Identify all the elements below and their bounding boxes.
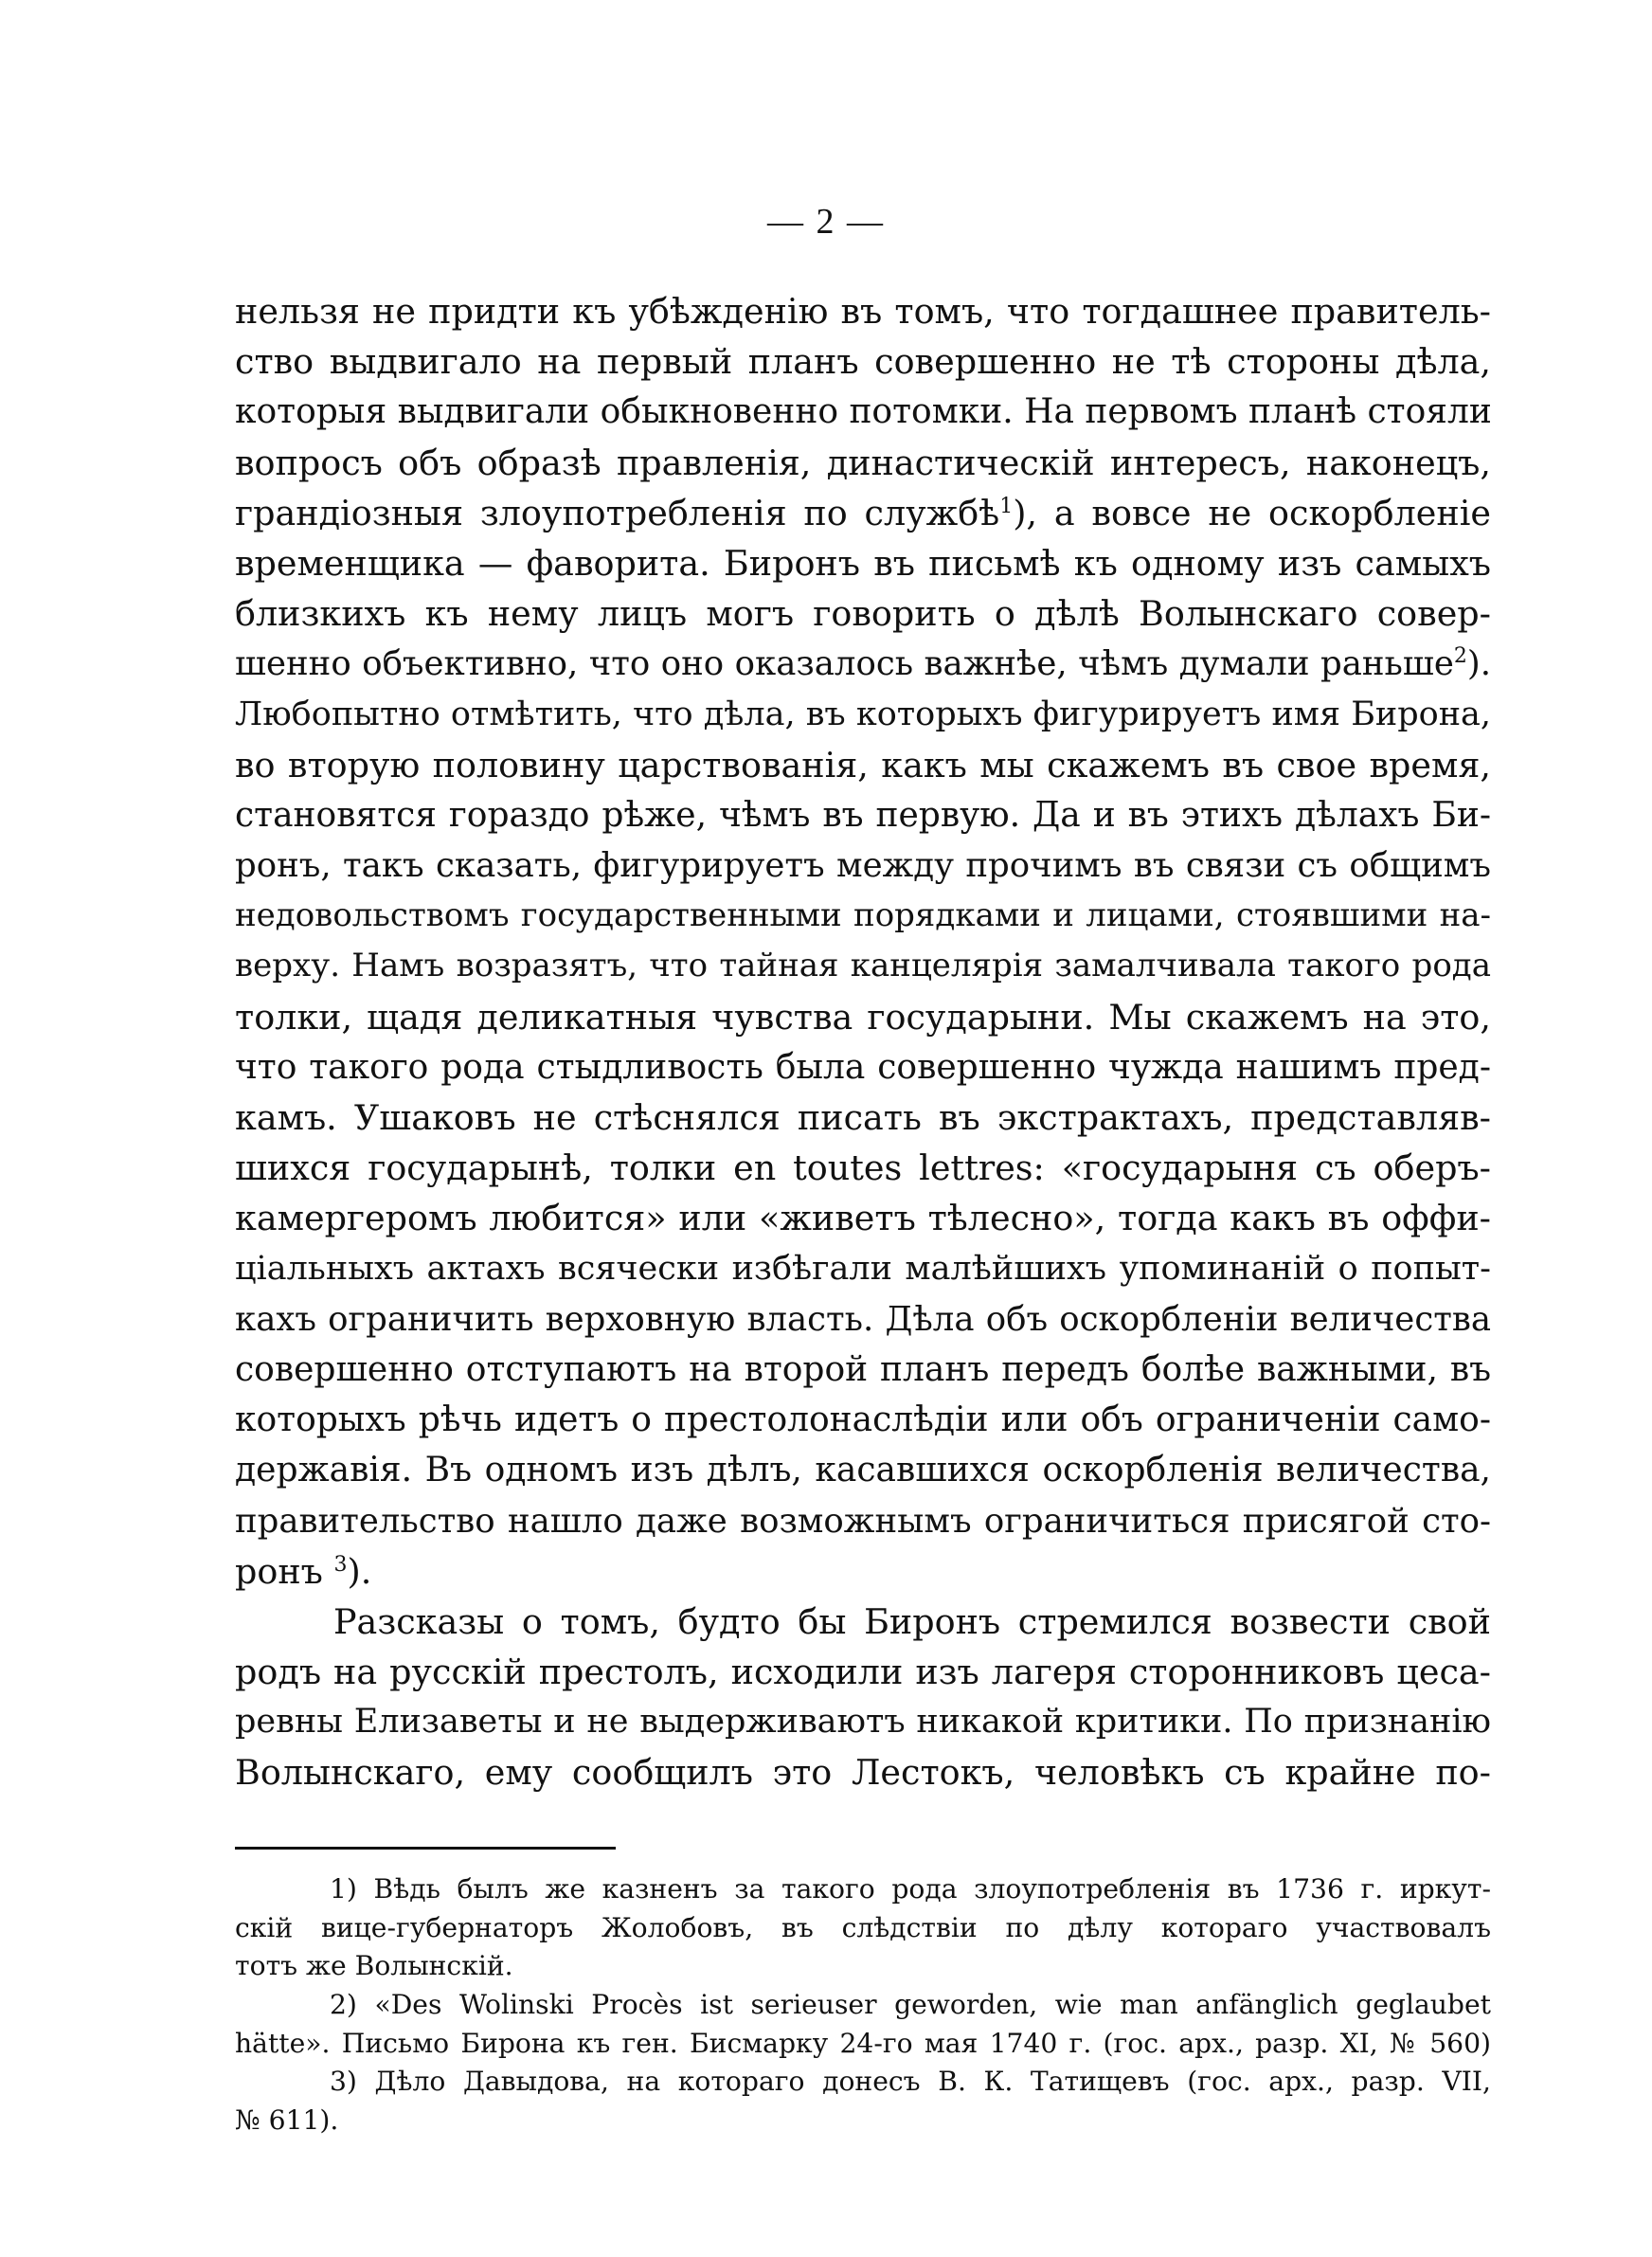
text-line: нельзя не придти къ убѣжденію въ томъ, что тогдашнее правитель- [235,291,1491,332]
text-line: ство выдвигало на первый планъ совершенно не тѣ стороны дѣла, [235,341,1491,383]
text-line: ціальныхъ актахъ всячески избѣгали малѣйшихъ упоминаній о попыт- [235,1249,1491,1288]
text-line: что такого рода стыдливость была совершенно чужда нашимъ пред- [235,1047,1491,1087]
text-line [235,639,1491,689]
text-line: верху. Намъ возразятъ, что тайная канцелярія замалчивала такого рода [235,947,1491,985]
footnote-line: скій вице-губернаторъ Жолобовъ, въ слѣдствіи по дѣлу котораго участвовалъ [235,1911,1491,1943]
footnote-line: № 611). [235,2104,339,2137]
text-span: шенно объективно, что оно оказалось важнѣе, чѣмъ думали раньше [235,644,1454,684]
main-text [235,286,1491,1798]
text-span: грандіозныя злоупотребленія по службѣ [235,492,1000,533]
text-line: ревны Елизаветы и не выдерживаютъ никакой критики. По признанію [235,1703,1491,1742]
footnote-line: 3) Дѣло Давыдова, на котораго донесъ В. К. Татищевъ (гос. арх., разр. VII, [330,2066,1491,2098]
text-span: ронъ [235,1550,323,1592]
text-span: ). [1466,644,1491,684]
text-line: вопросъ объ образѣ правленія, династическій интересъ, наконецъ, [235,442,1491,483]
text-line: которыхъ рѣчь идетъ о престолонаслѣдіи или объ ограниченіи само- [235,1400,1491,1440]
text-line: близкихъ къ нему лицъ могъ говорить о дѣлѣ Волынскаго совер- [235,593,1491,635]
text-line: во вторую половину царствованія, какъ мы скажемъ въ свое время, [235,744,1491,785]
text-line [235,1546,1491,1597]
text-line: Любопытно отмѣтить, что дѣла, въ которыхъ фигурируетъ имя Бирона, [235,695,1492,733]
text-line: кахъ ограничить верховную власть. Дѣла объ оскорбленіи величества [235,1299,1491,1339]
footnote-line: hätte». Письмо Бирона къ ген. Бисмарку 24-го мая 1740 г. (гос. арх., разр. XI, № 560) [235,2027,1491,2059]
text-line: камъ. Ушаковъ не стѣснялся писать въ экстрактахъ, представляв- [235,1097,1491,1138]
text-line: камергеромъ любится» или «живетъ тѣлесно», тогда какъ въ оффи- [235,1198,1491,1239]
footnotes [235,1870,1491,2140]
text-line: шихся государынѣ, толки en toutes lettres: «государыня съ оберъ- [235,1147,1491,1189]
footnote-ref: 2 [1453,644,1467,669]
footnote-line: 2) «Des Wolinski Procès ist serieuser geworden, wie man anfänglich geglaubet [330,1989,1491,2021]
footnote-divider [235,1847,616,1850]
footnote-line: тотъ же Волынскій. [235,1950,513,1982]
text-span: ), а вовсе не оскорбленіе [1013,492,1491,533]
text-line: родъ на русскій престолъ, исходили изъ лагеря сторонниковъ цеса- [235,1652,1491,1693]
text-line: временщика — фаворита. Биронъ въ письмѣ къ одному изъ самыхъ [235,542,1491,584]
text-line: недовольствомъ государственными порядками и лицами, стоявшими на- [235,896,1491,935]
text-line [235,488,1491,538]
page-number: — 2 — [767,202,885,242]
text-line: Разсказы о томъ, будто бы Биронъ стремился возвести свой [333,1600,1491,1642]
text-line: правительство нашло даже возможнымъ ограничиться присягой сто- [235,1501,1491,1541]
footnote-line: 1) Вѣдь былъ же казненъ за такого рода злоупотребленія въ 1736 г. иркут- [330,1873,1491,1905]
text-line: ронъ, такъ сказать, фигурируетъ между прочимъ въ связи съ общимъ [235,846,1491,886]
footnote-ref: 3 [333,1552,348,1577]
text-line: толки, щадя деликатныя чувства государыни. Мы скажемъ на это, [235,996,1491,1038]
text-line: Волынскаго, ему сообщилъ это Лестокъ, человѣкъ съ крайне по- [235,1752,1491,1794]
text-line: которыя выдвигали обыкновенно потомки. На первомъ планѣ стояли [235,392,1492,432]
text-line: совершенно отступаютъ на второй планъ передъ болѣе важными, въ [235,1349,1491,1389]
text-span: ). [347,1550,372,1592]
text-line: державія. Въ одномъ изъ дѣлъ, касавшихся оскорбленія величества, [235,1451,1491,1490]
footnote-ref: 1 [999,494,1014,518]
text-line: становятся гораздо рѣже, чѣмъ въ первую. Да и въ этихъ дѣлахъ Би- [235,795,1491,835]
